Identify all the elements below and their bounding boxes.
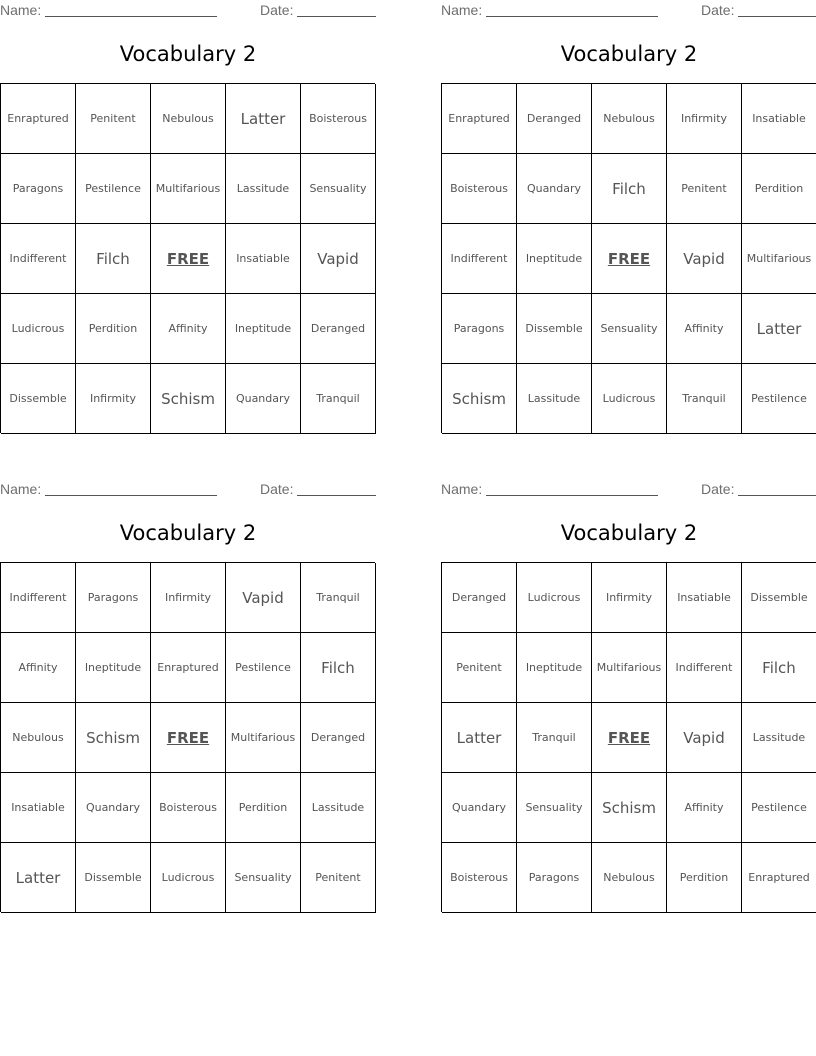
bingo-cell: Paragons bbox=[517, 843, 592, 913]
bingo-cell: Filch bbox=[592, 154, 667, 224]
bingo-cell: Latter bbox=[742, 294, 816, 364]
bingo-cell: Filch bbox=[301, 633, 376, 703]
bingo-cell: Pestilence bbox=[742, 773, 816, 843]
date-blank-line bbox=[738, 495, 816, 496]
bingo-grid bbox=[0, 562, 375, 912]
date-label: Date: bbox=[701, 481, 735, 497]
bingo-grid bbox=[441, 83, 816, 433]
card-title: Vocabulary 2 bbox=[119, 521, 257, 545]
bingo-cell: Paragons bbox=[76, 563, 151, 633]
bingo-cell: Penitent bbox=[76, 84, 151, 154]
bingo-cell: Sensuality bbox=[226, 843, 301, 913]
bingo-cell: Quandary bbox=[517, 154, 592, 224]
name-label: Name: bbox=[0, 481, 42, 497]
bingo-cell: Enraptured bbox=[742, 843, 816, 913]
card-title: Vocabulary 2 bbox=[119, 42, 257, 66]
bingo-cell: Affinity bbox=[667, 294, 742, 364]
bingo-cell: Affinity bbox=[667, 773, 742, 843]
card-title: Vocabulary 2 bbox=[560, 42, 698, 66]
bingo-cell: Tranquil bbox=[667, 364, 742, 434]
bingo-cell: Multifarious bbox=[742, 224, 816, 294]
free-space-cell: FREE bbox=[151, 703, 226, 773]
bingo-cell: Indifferent bbox=[1, 224, 76, 294]
bingo-cell: Perdition bbox=[742, 154, 816, 224]
bingo-cell: Infirmity bbox=[76, 364, 151, 434]
bingo-cell: Infirmity bbox=[592, 563, 667, 633]
bingo-cell: Insatiable bbox=[226, 224, 301, 294]
bingo-cell: Multifarious bbox=[226, 703, 301, 773]
bingo-grid bbox=[0, 83, 375, 433]
bingo-cell: Perdition bbox=[667, 843, 742, 913]
name-label: Name: bbox=[441, 481, 483, 497]
bingo-cell: Infirmity bbox=[667, 84, 742, 154]
free-space-cell: FREE bbox=[151, 224, 226, 294]
card-title: Vocabulary 2 bbox=[560, 521, 698, 545]
bingo-cell: Pestilence bbox=[742, 364, 816, 434]
bingo-cell: Indifferent bbox=[442, 224, 517, 294]
bingo-cell: Nebulous bbox=[592, 84, 667, 154]
bingo-cell: Enraptured bbox=[442, 84, 517, 154]
bingo-cell: Filch bbox=[742, 633, 816, 703]
bingo-cell: Infirmity bbox=[151, 563, 226, 633]
bingo-cell: Paragons bbox=[442, 294, 517, 364]
bingo-cell: Latter bbox=[1, 843, 76, 913]
date-blank-line bbox=[297, 495, 376, 496]
bingo-cell: Nebulous bbox=[592, 843, 667, 913]
bingo-cell: Dissemble bbox=[742, 563, 816, 633]
bingo-cell: Lassitude bbox=[517, 364, 592, 434]
bingo-cell: Vapid bbox=[667, 224, 742, 294]
bingo-cell: Ineptitude bbox=[76, 633, 151, 703]
bingo-cell: Schism bbox=[151, 364, 226, 434]
bingo-cell: Lassitude bbox=[742, 703, 816, 773]
bingo-cell: Ineptitude bbox=[517, 224, 592, 294]
bingo-cell: Boisterous bbox=[301, 84, 376, 154]
bingo-cell: Perdition bbox=[76, 294, 151, 364]
name-blank-line bbox=[486, 495, 658, 496]
bingo-cell: Pestilence bbox=[76, 154, 151, 224]
bingo-cell: Penitent bbox=[301, 843, 376, 913]
date-label: Date: bbox=[701, 2, 735, 18]
bingo-cell: Ludicrous bbox=[151, 843, 226, 913]
bingo-cell: Latter bbox=[442, 703, 517, 773]
bingo-cell: Ineptitude bbox=[517, 633, 592, 703]
bingo-cell: Multifarious bbox=[592, 633, 667, 703]
bingo-cell: Quandary bbox=[226, 364, 301, 434]
bingo-cell: Schism bbox=[76, 703, 151, 773]
name-label: Name: bbox=[441, 2, 483, 18]
name-blank-line bbox=[45, 16, 217, 17]
bingo-cell: Paragons bbox=[1, 154, 76, 224]
bingo-cell: Pestilence bbox=[226, 633, 301, 703]
bingo-cell: Sensuality bbox=[592, 294, 667, 364]
bingo-card-3 bbox=[0, 479, 376, 919]
bingo-cell: Insatiable bbox=[667, 563, 742, 633]
bingo-cell: Vapid bbox=[301, 224, 376, 294]
bingo-card-1 bbox=[0, 0, 376, 440]
bingo-cell: Ludicrous bbox=[1, 294, 76, 364]
bingo-cell: Indifferent bbox=[1, 563, 76, 633]
name-blank-line bbox=[486, 16, 658, 17]
date-blank-line bbox=[297, 16, 376, 17]
bingo-cell: Tranquil bbox=[301, 563, 376, 633]
bingo-cell: Tranquil bbox=[301, 364, 376, 434]
bingo-cell: Sensuality bbox=[301, 154, 376, 224]
bingo-cell: Deranged bbox=[301, 703, 376, 773]
date-label: Date: bbox=[260, 2, 294, 18]
bingo-cell: Deranged bbox=[301, 294, 376, 364]
bingo-cell: Indifferent bbox=[667, 633, 742, 703]
bingo-cell: Ineptitude bbox=[226, 294, 301, 364]
bingo-cell: Affinity bbox=[1, 633, 76, 703]
bingo-cell: Latter bbox=[226, 84, 301, 154]
bingo-cell: Boisterous bbox=[442, 154, 517, 224]
date-label: Date: bbox=[260, 481, 294, 497]
bingo-grid bbox=[441, 562, 816, 912]
bingo-cell: Insatiable bbox=[1, 773, 76, 843]
bingo-cell: Boisterous bbox=[442, 843, 517, 913]
bingo-cell: Dissemble bbox=[76, 843, 151, 913]
bingo-cell: Quandary bbox=[442, 773, 517, 843]
bingo-cell: Boisterous bbox=[151, 773, 226, 843]
bingo-cell: Perdition bbox=[226, 773, 301, 843]
bingo-cell: Nebulous bbox=[151, 84, 226, 154]
bingo-cell: Dissemble bbox=[517, 294, 592, 364]
free-space-cell: FREE bbox=[592, 224, 667, 294]
bingo-cell: Nebulous bbox=[1, 703, 76, 773]
bingo-cell: Multifarious bbox=[151, 154, 226, 224]
bingo-cell: Ludicrous bbox=[592, 364, 667, 434]
bingo-cell: Deranged bbox=[517, 84, 592, 154]
bingo-cell: Insatiable bbox=[742, 84, 816, 154]
bingo-cell: Schism bbox=[592, 773, 667, 843]
bingo-cell: Penitent bbox=[442, 633, 517, 703]
bingo-card-4 bbox=[441, 479, 816, 919]
bingo-cell: Affinity bbox=[151, 294, 226, 364]
bingo-card-2 bbox=[441, 0, 816, 440]
bingo-cell: Dissemble bbox=[1, 364, 76, 434]
bingo-cell: Lassitude bbox=[301, 773, 376, 843]
bingo-cell: Tranquil bbox=[517, 703, 592, 773]
bingo-cell: Schism bbox=[442, 364, 517, 434]
free-space-cell: FREE bbox=[592, 703, 667, 773]
bingo-cell: Ludicrous bbox=[517, 563, 592, 633]
date-blank-line bbox=[738, 16, 816, 17]
bingo-cell: Vapid bbox=[667, 703, 742, 773]
bingo-cell: Lassitude bbox=[226, 154, 301, 224]
bingo-cell: Sensuality bbox=[517, 773, 592, 843]
bingo-cell: Deranged bbox=[442, 563, 517, 633]
bingo-cell: Enraptured bbox=[151, 633, 226, 703]
name-blank-line bbox=[45, 495, 217, 496]
bingo-cell: Enraptured bbox=[1, 84, 76, 154]
bingo-cell: Filch bbox=[76, 224, 151, 294]
bingo-cell: Vapid bbox=[226, 563, 301, 633]
bingo-cell: Penitent bbox=[667, 154, 742, 224]
bingo-cell: Quandary bbox=[76, 773, 151, 843]
name-label: Name: bbox=[0, 2, 42, 18]
